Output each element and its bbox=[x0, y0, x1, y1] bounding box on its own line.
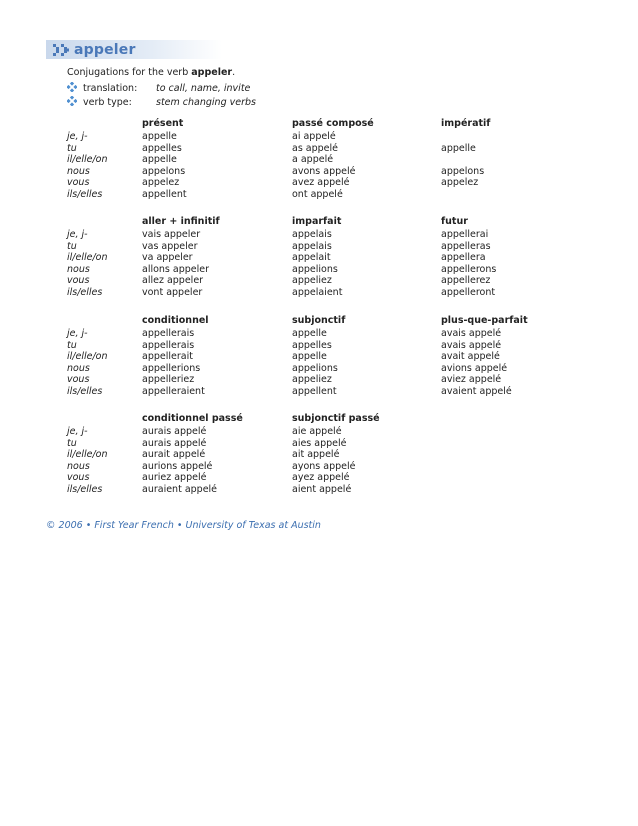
conjugation-row bbox=[67, 449, 587, 461]
meta-translation bbox=[67, 82, 250, 95]
meta-key: translation: bbox=[83, 83, 138, 94]
conjugation-cell: appelleront bbox=[441, 287, 496, 298]
footer-credit: © 2006 • First Year French • University of Texas at Austin bbox=[46, 520, 321, 531]
conjugation-cell: aurais appelé bbox=[142, 426, 207, 437]
conjugation-cell: ayons appelé bbox=[292, 460, 356, 472]
conjugation-cell: allons appeler bbox=[142, 263, 210, 275]
intro-text bbox=[67, 67, 235, 78]
conjugation-cell: vas appeler bbox=[142, 240, 198, 252]
conjugation-cell: appelons bbox=[441, 165, 485, 177]
conjugation-row bbox=[67, 287, 587, 299]
meta-verb-type bbox=[67, 96, 256, 109]
conjugation-row bbox=[67, 189, 587, 201]
intro-prefix: Conjugations for the verb bbox=[67, 67, 192, 78]
tense-header: futur bbox=[441, 216, 468, 227]
pronoun-label: tu bbox=[67, 240, 77, 252]
conjugation-cell: ont appelé bbox=[292, 189, 343, 200]
conjugation-row bbox=[67, 166, 587, 178]
conjugation-cell: appellerons bbox=[441, 263, 497, 275]
meta-value: to call, name, invite bbox=[156, 83, 251, 94]
pronoun-label: tu bbox=[67, 142, 77, 154]
conjugation-row bbox=[67, 131, 587, 143]
conjugation-row bbox=[67, 340, 587, 352]
conjugation-row bbox=[67, 386, 587, 398]
conjugation-cell: auriez appelé bbox=[142, 472, 207, 484]
pronoun-label: tu bbox=[67, 437, 77, 449]
tense-header: imparfait bbox=[292, 216, 342, 227]
page-title: appeler bbox=[74, 41, 136, 58]
pronoun-label: je, j- bbox=[67, 131, 88, 142]
conjugation-cell: aurions appelé bbox=[142, 460, 213, 472]
conjugation-cell: appellerais bbox=[142, 328, 195, 339]
conjugation-cell: ai appelé bbox=[292, 131, 336, 142]
tense-header: impératif bbox=[441, 118, 491, 129]
pronoun-label: il/elle/on bbox=[67, 351, 108, 363]
diamond-bullet-icon bbox=[67, 96, 79, 109]
conjugation-cell: appellerait bbox=[142, 351, 193, 363]
conjugation-cell: appellent bbox=[292, 386, 337, 397]
conjugation-cell: aviez appelé bbox=[441, 374, 502, 386]
pronoun-label: je, j- bbox=[67, 426, 88, 437]
conjugation-row bbox=[67, 143, 587, 155]
conjugation-cell: aurais appelé bbox=[142, 437, 207, 449]
pronoun-label: vous bbox=[67, 472, 90, 484]
pronoun-label: nous bbox=[67, 460, 90, 472]
pronoun-label: vous bbox=[67, 374, 90, 386]
conjugation-row bbox=[67, 154, 587, 166]
conjugation-cell: as appelé bbox=[292, 142, 339, 154]
conjugation-row bbox=[67, 229, 587, 241]
conjugation-cell: appelle bbox=[292, 351, 327, 363]
pronoun-label: nous bbox=[67, 362, 90, 374]
conjugation-cell: avais appelé bbox=[441, 328, 502, 339]
pronoun-label: ils/elles bbox=[67, 484, 103, 495]
conjugation-cell: appelle bbox=[441, 142, 476, 154]
tense-header: conditionnel passé bbox=[142, 413, 243, 424]
conjugation-cell: appelaient bbox=[292, 287, 343, 298]
pronoun-label: ils/elles bbox=[67, 386, 103, 397]
intro-suffix: . bbox=[232, 67, 236, 78]
conjugation-cell: appelleras bbox=[441, 240, 491, 252]
conjugation-cell: appellerions bbox=[142, 362, 201, 374]
conjugation-cell: appelons bbox=[142, 165, 186, 177]
conjugation-cell: appelais bbox=[292, 229, 332, 240]
pronoun-label: tu bbox=[67, 339, 77, 351]
title-bar bbox=[46, 40, 222, 59]
conjugation-row bbox=[67, 264, 587, 276]
conjugation-cell: allez appeler bbox=[142, 275, 204, 287]
conjugation-cell: ait appelé bbox=[292, 449, 340, 461]
conjugation-row bbox=[67, 363, 587, 375]
conjugation-row bbox=[67, 426, 587, 438]
conjugation-cell: avais appelé bbox=[441, 339, 502, 351]
conjugation-cell: appellerais bbox=[142, 339, 195, 351]
conjugation-cell: auraient appelé bbox=[142, 484, 218, 495]
conjugation-row bbox=[67, 252, 587, 264]
conjugation-cell: appelle bbox=[292, 328, 327, 339]
conjugation-cell: avez appelé bbox=[292, 177, 350, 189]
conjugation-row bbox=[67, 351, 587, 363]
conjugation-cell: aient appelé bbox=[292, 484, 352, 495]
meta-value: stem changing verbs bbox=[156, 97, 256, 108]
conjugation-row bbox=[67, 461, 587, 473]
pronoun-label: nous bbox=[67, 263, 90, 275]
pronoun-label: il/elle/on bbox=[67, 449, 108, 461]
tense-header: subjonctif bbox=[292, 315, 346, 326]
conjugation-cell: appelions bbox=[292, 362, 338, 374]
conjugation-cell: appeliez bbox=[292, 275, 332, 287]
conjugation-row bbox=[67, 275, 587, 287]
conjugation-cell: appellent bbox=[142, 189, 187, 200]
conjugation-row bbox=[67, 241, 587, 253]
tense-header: passé composé bbox=[292, 118, 374, 129]
conjugation-cell: appelleriez bbox=[142, 374, 195, 386]
conjugation-cell: avaient appelé bbox=[441, 386, 512, 397]
conjugation-cell: vont appeler bbox=[142, 287, 203, 298]
conjugation-cell: ayez appelé bbox=[292, 472, 350, 484]
conjugation-cell: appelles bbox=[292, 339, 332, 351]
conjugation-cell: aies appelé bbox=[292, 437, 347, 449]
double-chevron-icon bbox=[52, 43, 70, 57]
conjugation-cell: aie appelé bbox=[292, 426, 342, 437]
pronoun-label: ils/elles bbox=[67, 287, 103, 298]
conjugation-cell: appelleraient bbox=[142, 386, 205, 397]
conjugation-row bbox=[67, 472, 587, 484]
pronoun-label: vous bbox=[67, 177, 90, 189]
pronoun-label: ils/elles bbox=[67, 189, 103, 200]
conjugation-cell: appelions bbox=[292, 263, 338, 275]
tense-header: aller + infinitif bbox=[142, 216, 220, 227]
conjugation-cell: appelez bbox=[142, 177, 180, 189]
conjugation-cell: appelait bbox=[292, 252, 331, 264]
pronoun-label: je, j- bbox=[67, 229, 88, 240]
conjugation-cell: appelle bbox=[142, 154, 177, 166]
conjugation-cell: appellera bbox=[441, 252, 486, 264]
conjugation-cell: aurait appelé bbox=[142, 449, 206, 461]
conjugation-cell: appelez bbox=[441, 177, 479, 189]
conjugation-cell: avions appelé bbox=[441, 362, 508, 374]
intro-verb: appeler bbox=[191, 67, 233, 78]
conjugation-cell: appelles bbox=[142, 142, 182, 154]
conjugation-cell: appeliez bbox=[292, 374, 332, 386]
pronoun-label: il/elle/on bbox=[67, 154, 108, 166]
meta-key: verb type: bbox=[83, 97, 132, 108]
conjugation-cell: appellerai bbox=[441, 229, 489, 240]
tense-header: subjonctif passé bbox=[292, 413, 380, 424]
conjugation-row bbox=[67, 438, 587, 450]
diamond-bullet-icon bbox=[67, 82, 79, 95]
pronoun-label: vous bbox=[67, 275, 90, 287]
pronoun-label: je, j- bbox=[67, 328, 88, 339]
conjugation-row bbox=[67, 484, 587, 496]
conjugation-cell: appellerez bbox=[441, 275, 491, 287]
conjugation-cell: appelais bbox=[292, 240, 332, 252]
conjugation-cell: avons appelé bbox=[292, 165, 356, 177]
conjugation-row bbox=[67, 328, 587, 340]
conjugation-cell: va appeler bbox=[142, 252, 193, 264]
conjugation-cell: vais appeler bbox=[142, 229, 201, 240]
conjugation-row bbox=[67, 177, 587, 189]
conjugation-cell: appelle bbox=[142, 131, 177, 142]
conjugation-cell: a appelé bbox=[292, 154, 334, 166]
tense-header: conditionnel bbox=[142, 315, 209, 326]
conjugation-row bbox=[67, 374, 587, 386]
pronoun-label: nous bbox=[67, 165, 90, 177]
conjugation-cell: avait appelé bbox=[441, 351, 500, 363]
tense-header: plus-que-parfait bbox=[441, 315, 528, 326]
pronoun-label: il/elle/on bbox=[67, 252, 108, 264]
tense-header: présent bbox=[142, 118, 184, 129]
